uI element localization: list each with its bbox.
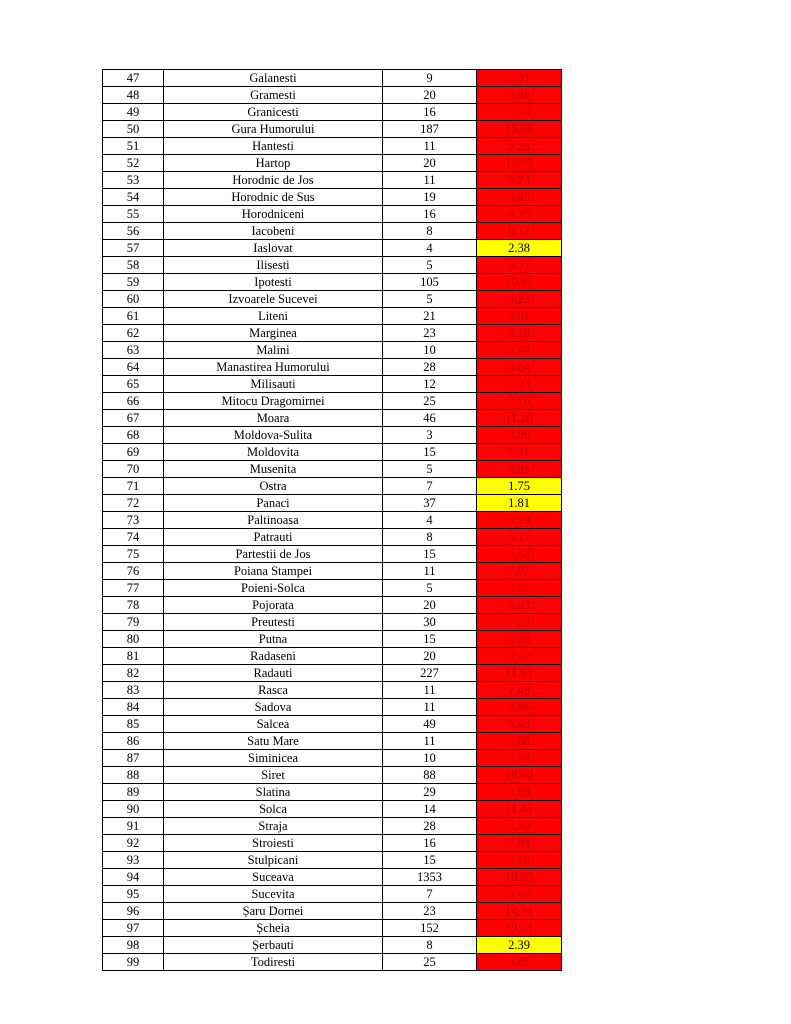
row-number-cell: 49 [103, 104, 164, 121]
incidence-rate-cell: 3.18 [477, 325, 562, 342]
table-row [103, 189, 562, 206]
case-count-cell: 15 [383, 631, 477, 648]
row-number-cell: 81 [103, 648, 164, 665]
incidence-rate-cell: 6.25 [477, 206, 562, 223]
row-number-cell: 66 [103, 393, 164, 410]
case-count-cell: 11 [383, 682, 477, 699]
table-row [103, 886, 562, 903]
incidence-rate-cell: 8.30 [477, 818, 562, 835]
case-count-cell: 30 [383, 614, 477, 631]
row-number-cell: 73 [103, 512, 164, 529]
row-number-cell: 57 [103, 240, 164, 257]
row-number-cell: 97 [103, 920, 164, 937]
row-number-cell: 87 [103, 750, 164, 767]
incidence-rate-cell: 6.26 [477, 631, 562, 648]
table-row [103, 716, 562, 733]
row-number-cell: 88 [103, 767, 164, 784]
incidence-rate-cell: 19.41 [477, 920, 562, 937]
locality-name-cell: Ipotesti [164, 274, 383, 291]
table-row [103, 376, 562, 393]
locality-name-cell: Marginea [164, 325, 383, 342]
table-row [103, 563, 562, 580]
row-number-cell: 61 [103, 308, 164, 325]
locality-name-cell: Putna [164, 631, 383, 648]
case-count-cell: 5 [383, 257, 477, 274]
case-count-cell: 8 [383, 937, 477, 954]
incidence-rate-cell: 15.68 [477, 121, 562, 138]
incidence-rate-cell: 16.86 [477, 274, 562, 291]
row-number-cell: 55 [103, 206, 164, 223]
case-count-cell: 15 [383, 546, 477, 563]
case-count-cell: 20 [383, 648, 477, 665]
table-row [103, 257, 562, 274]
row-number-cell: 83 [103, 682, 164, 699]
row-number-cell: 50 [103, 121, 164, 138]
table-row [103, 546, 562, 563]
locality-name-cell: Patrauti [164, 529, 383, 546]
locality-name-cell: Solca [164, 801, 383, 818]
locality-name-cell: Galanesti [164, 70, 383, 87]
row-number-cell: 94 [103, 869, 164, 886]
table-row [103, 818, 562, 835]
case-count-cell: 11 [383, 699, 477, 716]
table-row [103, 580, 562, 597]
row-number-cell: 89 [103, 784, 164, 801]
incidence-rate-cell: 5.23 [477, 138, 562, 155]
incidence-rate-cell: 14.34 [477, 903, 562, 920]
table-row [103, 495, 562, 512]
table-row [103, 903, 562, 920]
case-count-cell: 20 [383, 87, 477, 104]
incidence-rate-cell: 2.38 [477, 240, 562, 257]
incidence-rate-cell: 7.18 [477, 750, 562, 767]
table-row [103, 393, 562, 410]
case-count-cell: 20 [383, 597, 477, 614]
table-row [103, 478, 562, 495]
table-row [103, 869, 562, 886]
incidence-rate-cell: 7.76 [477, 393, 562, 410]
case-count-cell: 12 [383, 376, 477, 393]
incidence-rate-cell: 3.53 [477, 546, 562, 563]
incidence-rate-cell: 4.85 [477, 954, 562, 971]
incidence-rate-cell: 3.52 [477, 580, 562, 597]
table-row [103, 308, 562, 325]
row-number-cell: 82 [103, 665, 164, 682]
locality-name-cell: Manastirea Humorului [164, 359, 383, 376]
table-row [103, 138, 562, 155]
locality-name-cell: Straja [164, 818, 383, 835]
incidence-rate-cell: 6.83 [477, 784, 562, 801]
locality-name-cell: Sadova [164, 699, 383, 716]
incidence-rate-cell: 6.43 [477, 597, 562, 614]
case-count-cell: 20 [383, 155, 477, 172]
table-row [103, 648, 562, 665]
case-count-cell: 7 [383, 886, 477, 903]
locality-name-cell: Hartop [164, 155, 383, 172]
locality-name-cell: Paltinoasa [164, 512, 383, 529]
locality-name-cell: Suceava [164, 869, 383, 886]
table-row [103, 512, 562, 529]
case-count-cell: 5 [383, 291, 477, 308]
locality-name-cell: Milisauti [164, 376, 383, 393]
row-number-cell: 59 [103, 274, 164, 291]
incidence-rate-cell: 11.85 [477, 155, 562, 172]
locality-name-cell: Partestii de Jos [164, 546, 383, 563]
row-number-cell: 93 [103, 852, 164, 869]
case-count-cell: 28 [383, 359, 477, 376]
incidence-rate-cell: 11.61 [477, 665, 562, 682]
row-number-cell: 63 [103, 342, 164, 359]
incidence-rate-cell: 5.17 [477, 529, 562, 546]
incidence-rate-cell: 7.20 [477, 614, 562, 631]
row-number-cell: 65 [103, 376, 164, 393]
case-count-cell: 15 [383, 444, 477, 461]
row-number-cell: 67 [103, 410, 164, 427]
locality-name-cell: Poiana Stampei [164, 563, 383, 580]
row-number-cell: 90 [103, 801, 164, 818]
table-row [103, 699, 562, 716]
incidence-rate-cell: 8.46 [477, 699, 562, 716]
table-row [103, 461, 562, 478]
row-number-cell: 58 [103, 257, 164, 274]
table-row [103, 155, 562, 172]
case-count-cell: 11 [383, 138, 477, 155]
row-number-cell: 84 [103, 699, 164, 716]
row-number-cell: 75 [103, 546, 164, 563]
table-row [103, 223, 562, 240]
table-row [103, 70, 562, 87]
case-count-cell: 46 [383, 410, 477, 427]
incidence-rate-cell: 6.23 [477, 376, 562, 393]
table-row [103, 614, 562, 631]
locality-name-cell: Siminicea [164, 750, 383, 767]
table-row [103, 240, 562, 257]
case-count-cell: 28 [383, 818, 477, 835]
incidence-rate-cell: 8.29 [477, 512, 562, 529]
row-number-cell: 64 [103, 359, 164, 376]
incidence-rate-cell: 18.80 [477, 767, 562, 784]
incidence-rate-cell: 8.42 [477, 648, 562, 665]
row-number-cell: 56 [103, 223, 164, 240]
case-count-cell: 15 [383, 852, 477, 869]
locality-name-cell: Granicesti [164, 104, 383, 121]
case-count-cell: 16 [383, 104, 477, 121]
incidence-rate-cell: 3.49 [477, 886, 562, 903]
table-row [103, 104, 562, 121]
locality-name-cell: Șaru Dornei [164, 903, 383, 920]
case-count-cell: 16 [383, 835, 477, 852]
locality-name-cell: Izvoarele Sucevei [164, 291, 383, 308]
locality-name-cell: Radauti [164, 665, 383, 682]
row-number-cell: 69 [103, 444, 164, 461]
incidence-rate-cell: 6.41 [477, 444, 562, 461]
row-number-cell: 79 [103, 614, 164, 631]
incidence-rate-cell: 18.33 [477, 869, 562, 886]
table-body [103, 70, 562, 971]
locality-name-cell: Salcea [164, 716, 383, 733]
infection-rate-table [102, 69, 562, 971]
locality-name-cell: Moldovita [164, 444, 383, 461]
table-row [103, 920, 562, 937]
table-row [103, 87, 562, 104]
locality-name-cell: Șerbauti [164, 937, 383, 954]
incidence-rate-cell: 11.41 [477, 801, 562, 818]
case-count-cell: 187 [383, 121, 477, 138]
case-count-cell: 19 [383, 189, 477, 206]
case-count-cell: 14 [383, 801, 477, 818]
incidence-rate-cell: 4.01 [477, 308, 562, 325]
locality-name-cell: Mitocu Dragomirnei [164, 393, 383, 410]
incidence-rate-cell: 3.08 [477, 427, 562, 444]
case-count-cell: 5 [383, 580, 477, 597]
locality-name-cell: Liteni [164, 308, 383, 325]
locality-name-cell: Satu Mare [164, 733, 383, 750]
table-row [103, 801, 562, 818]
locality-name-cell: Horodnic de Jos [164, 172, 383, 189]
case-count-cell: 4 [383, 240, 477, 257]
row-number-cell: 70 [103, 461, 164, 478]
row-number-cell: 99 [103, 954, 164, 971]
row-number-cell: 91 [103, 818, 164, 835]
incidence-rate-cell: 7.94 [477, 835, 562, 852]
table-row [103, 665, 562, 682]
locality-name-cell: Preutesti [164, 614, 383, 631]
locality-name-cell: Iaslovat [164, 240, 383, 257]
row-number-cell: 62 [103, 325, 164, 342]
case-count-cell: 10 [383, 750, 477, 767]
case-count-cell: 4 [383, 512, 477, 529]
incidence-rate-cell: 5.44 [477, 104, 562, 121]
table-row [103, 444, 562, 461]
case-count-cell: 11 [383, 733, 477, 750]
incidence-rate-cell: 2.39 [477, 937, 562, 954]
incidence-rate-cell: 5.45 [477, 189, 562, 206]
row-number-cell: 48 [103, 87, 164, 104]
table-row [103, 597, 562, 614]
row-number-cell: 52 [103, 155, 164, 172]
row-number-cell: 86 [103, 733, 164, 750]
row-number-cell: 98 [103, 937, 164, 954]
incidence-rate-cell: 6.48 [477, 716, 562, 733]
locality-name-cell: Horodnic de Sus [164, 189, 383, 206]
row-number-cell: 80 [103, 631, 164, 648]
row-number-cell: 74 [103, 529, 164, 546]
table-row [103, 342, 562, 359]
table-row [103, 631, 562, 648]
case-count-cell: 1353 [383, 869, 477, 886]
row-number-cell: 77 [103, 580, 164, 597]
locality-name-cell: Radaseni [164, 648, 383, 665]
row-number-cell: 53 [103, 172, 164, 189]
locality-name-cell: Hantesti [164, 138, 383, 155]
locality-name-cell: Sucevita [164, 886, 383, 903]
locality-name-cell: Gramesti [164, 87, 383, 104]
table-row [103, 274, 562, 291]
incidence-rate-cell: 5.23 [477, 172, 562, 189]
locality-name-cell: Malini [164, 342, 383, 359]
incidence-rate-cell: 4.95 [477, 461, 562, 478]
row-number-cell: 78 [103, 597, 164, 614]
row-number-cell: 92 [103, 835, 164, 852]
row-number-cell: 60 [103, 291, 164, 308]
case-count-cell: 88 [383, 767, 477, 784]
locality-name-cell: Horodniceni [164, 206, 383, 223]
case-count-cell: 29 [383, 784, 477, 801]
case-count-cell: 10 [383, 342, 477, 359]
row-number-cell: 47 [103, 70, 164, 87]
row-number-cell: 71 [103, 478, 164, 495]
table-row [103, 682, 562, 699]
locality-name-cell: Musenita [164, 461, 383, 478]
locality-name-cell: Stroiesti [164, 835, 383, 852]
case-count-cell: 37 [383, 495, 477, 512]
row-number-cell: 95 [103, 886, 164, 903]
locality-name-cell: Moara [164, 410, 383, 427]
table-row [103, 852, 562, 869]
row-number-cell: 54 [103, 189, 164, 206]
case-count-cell: 11 [383, 172, 477, 189]
case-count-cell: 7 [383, 478, 477, 495]
table-row [103, 767, 562, 784]
row-number-cell: 72 [103, 495, 164, 512]
case-count-cell: 152 [383, 920, 477, 937]
case-count-cell: 25 [383, 954, 477, 971]
locality-name-cell: Șcheia [164, 920, 383, 937]
case-count-cell: 8 [383, 223, 477, 240]
locality-name-cell: Gura Humorului [164, 121, 383, 138]
incidence-rate-cell: 3.37 [477, 257, 562, 274]
table-row [103, 359, 562, 376]
case-count-cell: 105 [383, 274, 477, 291]
locality-name-cell: Ostra [164, 478, 383, 495]
case-count-cell: 23 [383, 325, 477, 342]
row-number-cell: 85 [103, 716, 164, 733]
locality-name-cell: Slatina [164, 784, 383, 801]
locality-name-cell: Iacobeni [164, 223, 383, 240]
incidence-rate-cell: 8.64 [477, 359, 562, 376]
table-row [103, 172, 562, 189]
case-count-cell: 21 [383, 308, 477, 325]
row-number-cell: 68 [103, 427, 164, 444]
incidence-rate-cell: 7.48 [477, 682, 562, 699]
incidence-rate-cell: 11.20 [477, 410, 562, 427]
case-count-cell: 23 [383, 903, 477, 920]
locality-name-cell: Moldova-Sulita [164, 427, 383, 444]
table-row [103, 410, 562, 427]
table-row [103, 937, 562, 954]
row-number-cell: 76 [103, 563, 164, 580]
table-row [103, 291, 562, 308]
table-row [103, 733, 562, 750]
locality-name-cell: Rasca [164, 682, 383, 699]
table-row [103, 954, 562, 971]
case-count-cell: 49 [383, 716, 477, 733]
incidence-rate-cell: 4.23 [477, 291, 562, 308]
table-row [103, 529, 562, 546]
table-row [103, 750, 562, 767]
case-count-cell: 9 [383, 70, 477, 87]
locality-name-cell: Todiresti [164, 954, 383, 971]
locality-name-cell: Pojorata [164, 597, 383, 614]
case-count-cell: 16 [383, 206, 477, 223]
incidence-rate-cell: 1.75 [477, 478, 562, 495]
table-row [103, 427, 562, 444]
table-row [103, 121, 562, 138]
case-count-cell: 8 [383, 529, 477, 546]
incidence-rate-cell: 7.97 [477, 563, 562, 580]
case-count-cell: 5 [383, 461, 477, 478]
case-count-cell: 227 [383, 665, 477, 682]
incidence-rate-cell: 9.98 [477, 87, 562, 104]
row-number-cell: 96 [103, 903, 164, 920]
locality-name-cell: Panaci [164, 495, 383, 512]
table-row [103, 784, 562, 801]
incidence-rate-cell: 7.88 [477, 733, 562, 750]
incidence-rate-cell: 6.31 [477, 70, 562, 87]
row-number-cell: 51 [103, 138, 164, 155]
table-row [103, 835, 562, 852]
table-row [103, 325, 562, 342]
locality-name-cell: Poieni-Solca [164, 580, 383, 597]
locality-name-cell: Ilisesti [164, 257, 383, 274]
locality-name-cell: Siret [164, 767, 383, 784]
incidence-rate-cell: 1.81 [477, 495, 562, 512]
incidence-rate-cell: 5.16 [477, 852, 562, 869]
case-count-cell: 11 [383, 563, 477, 580]
table-row [103, 206, 562, 223]
incidence-rate-cell: 6.12 [477, 223, 562, 240]
locality-name-cell: Stulpicani [164, 852, 383, 869]
case-count-cell: 25 [383, 393, 477, 410]
incidence-rate-cell: 3.44 [477, 342, 562, 359]
case-count-cell: 3 [383, 427, 477, 444]
